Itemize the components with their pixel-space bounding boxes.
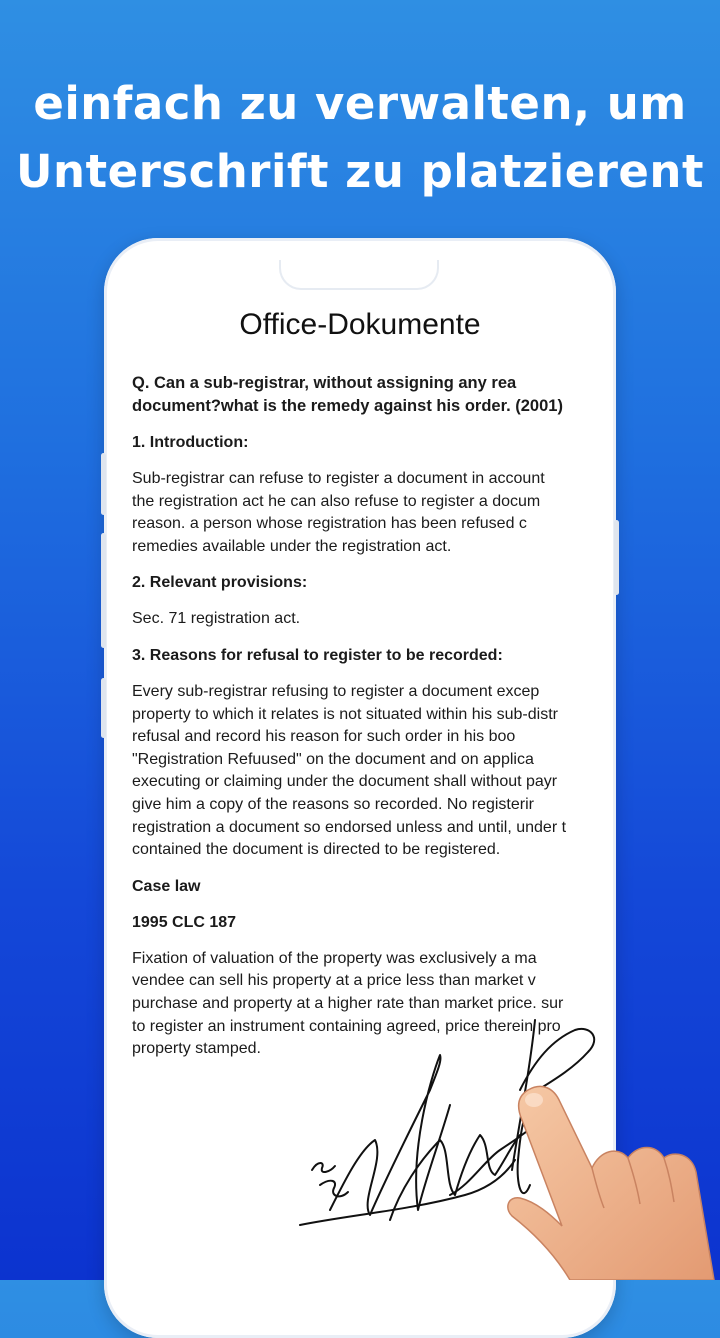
paragraph-line: vendee can sell his property at a price less than market v bbox=[132, 972, 536, 990]
paragraph-line: Sec. 71 registration act. bbox=[132, 610, 301, 628]
section-paragraph-reasons bbox=[132, 681, 598, 862]
section-heading-introduction: 1. Introduction: bbox=[132, 434, 249, 451]
case-citation: 1995 CLC 187 bbox=[132, 913, 237, 931]
paragraph-line: executing or claiming under the document shall without payr bbox=[132, 773, 558, 791]
document-page[interactable] bbox=[132, 372, 598, 1075]
section-paragraph-introduction bbox=[132, 468, 598, 558]
paragraph-line: remedies available under the registration act. bbox=[132, 537, 452, 555]
document-question bbox=[132, 372, 598, 418]
phone-side-button bbox=[101, 453, 106, 515]
headline-line-1: einfach zu verwalten, um bbox=[33, 77, 687, 130]
paragraph-line: property stamped. bbox=[132, 1040, 261, 1058]
pointing-hand-icon bbox=[500, 1080, 720, 1280]
phone-volume-button-2 bbox=[101, 678, 106, 738]
paragraph-line: registration a document so endorsed unless and until, under t bbox=[132, 818, 567, 836]
question-line: Q. Can a sub-registrar, without assigning any rea bbox=[132, 374, 517, 392]
paragraph-line: refusal and record his reason for such order in his boo bbox=[132, 728, 516, 746]
phone-notch bbox=[279, 260, 439, 290]
paragraph-line: Every sub-registrar refusing to register a document excep bbox=[132, 682, 540, 700]
section-heading-provisions: 2. Relevant provisions: bbox=[132, 574, 308, 592]
promo-headline bbox=[0, 70, 720, 206]
paragraph-line: reason. a person whose registration has been refused c bbox=[132, 515, 527, 533]
section-heading-caselaw: Case law bbox=[132, 877, 201, 895]
question-line: document?what is the remedy against his order. (2001) bbox=[132, 397, 563, 415]
paragraph-line: to register an instrument containing agreed, price therein pro bbox=[132, 1017, 561, 1035]
section-paragraph-provisions bbox=[132, 608, 598, 631]
headline-line-2: Unterschrift zu platzierent bbox=[16, 145, 704, 198]
phone-power-button bbox=[614, 520, 619, 595]
paragraph-line: Sub-registrar can refuse to register a document in account bbox=[132, 470, 545, 487]
paragraph-line: the registration act he can also refuse to register a docum bbox=[132, 492, 541, 510]
paragraph-line: Fixation of valuation of the property was exclusively a ma bbox=[132, 949, 537, 967]
paragraph-line: contained the document is directed to be registered. bbox=[132, 841, 501, 859]
paragraph-line: property to which it relates is not situated within his sub-distr bbox=[132, 705, 558, 723]
section-heading-reasons: 3. Reasons for refusal to register to be recorded: bbox=[132, 646, 503, 664]
paragraph-line: "Registration Refuused" on the document and on applica bbox=[132, 750, 534, 768]
paragraph-line: give him a copy of the reasons so recorded. No registerir bbox=[132, 795, 534, 813]
document-title: Office-Dokumente bbox=[239, 308, 481, 341]
phone-volume-button bbox=[101, 533, 106, 648]
paragraph-line: purchase and property at a higher rate than market price. sur bbox=[132, 994, 564, 1012]
